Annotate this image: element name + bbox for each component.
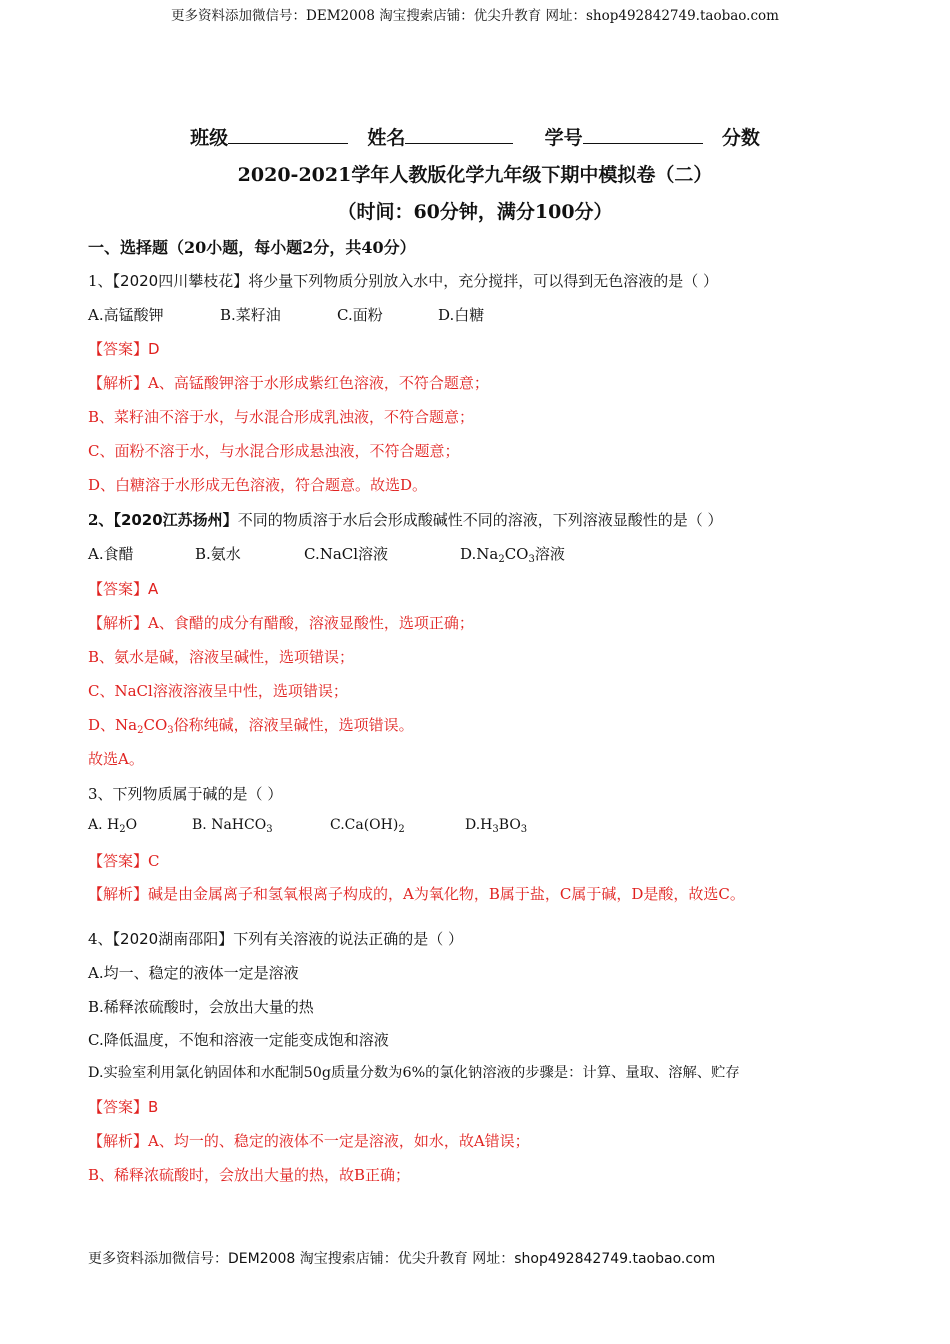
analysis-text: 碱是由金属离子和氢氧根离子构成的，A为氧化物，B属于盐，C属于碱，D是酸，故选C。 (148, 885, 745, 903)
question-4-option-d: D.实验室利用氯化钠固体和水配制50g质量分数为6%的氯化钠溶液的步骤是：计算、量取、溶解、贮存 (88, 1065, 740, 1081)
answer-value: C (148, 852, 160, 870)
footer-prefix: 更多资料添加微信号： (88, 1251, 228, 1267)
score-label: 分数 (721, 127, 760, 149)
class-label: 班级 (190, 127, 229, 149)
question-1-answer (88, 338, 160, 359)
question-3-analysis (88, 883, 745, 904)
number-label: 学号 (544, 127, 583, 149)
question-1-analysis-4: D、白糖溶于水形成无色溶液，符合题意。故选D。 (88, 476, 428, 494)
question-2-answer (88, 578, 158, 599)
question-4-number: 4、 (88, 930, 113, 948)
question-1-number: 1、 (88, 272, 113, 290)
footer-middle: 淘宝搜索店铺：优尖升教育 网址： (295, 1251, 515, 1267)
analysis-label: 【解析】 (88, 1132, 149, 1150)
question-1-analysis-3: C、面粉不溶于水，与水混合形成悬浊液，不符合题意； (88, 442, 460, 460)
question-3-answer (88, 850, 160, 871)
page-title: 2020-2021学年人教版化学九年级下期中模拟卷（二） (237, 164, 713, 186)
question-1-options (88, 304, 484, 325)
option-c: C.面粉 (337, 306, 383, 324)
analysis-label: 【解析】 (88, 374, 149, 392)
footer-wechat: DEM2008 (228, 1251, 296, 1267)
student-info-line (0, 123, 950, 150)
question-2-number: 2、 (88, 511, 114, 529)
page-footer (88, 1248, 715, 1268)
analysis-label: 【解析】 (88, 614, 149, 632)
question-2-conclusion: 故选A。 (88, 750, 144, 768)
option-b: B. NaHCO$_3$ (192, 817, 273, 835)
question-2-source: 【2020江苏扬州】 (113, 511, 238, 529)
question-1-text: 将少量下列物质分别放入水中，充分搅拌，可以得到无色溶液的是（ ） (248, 272, 719, 290)
answer-label: 【答案】 (88, 1098, 149, 1116)
analysis-text: A、高锰酸钾溶于水形成紫红色溶液，不符合题意； (148, 374, 489, 392)
question-2-analysis-2: B、氨水是碱，溶液呈碱性，选项错误； (88, 648, 355, 666)
page-header-banner: 更多资料添加微信号：DEM2008 淘宝搜索店铺：优尖升教育 网址：shop492842749.taobao.com (171, 8, 779, 24)
analysis-label: 【解析】 (88, 885, 149, 903)
question-1-stem (88, 270, 718, 291)
question-1-source: 【2020四川攀枝花】 (112, 272, 249, 290)
question-3-stem: 3、下列物质属于碱的是（ ） (88, 785, 283, 803)
class-blank (228, 125, 348, 144)
page-subtitle: （时间：60分钟，满分100分） (337, 201, 613, 223)
option-d: $D.Na_2CO_3$溶液 (460, 545, 565, 565)
answer-label: 【答案】 (88, 580, 149, 598)
question-4-option-a: A.均一、稳定的液体一定是溶液 (88, 964, 299, 982)
option-a: A.高锰酸钾 (88, 306, 164, 324)
question-2-analysis-3: C、NaCl溶液溶液呈中性，选项错误； (88, 682, 348, 700)
question-1-analysis-2: B、菜籽油不溶于水，与水混合形成乳浊液，不符合题意； (88, 408, 475, 426)
question-2-text: 不同的物质溶于水后会形成酸碱性不同的溶液，下列溶液显酸性的是（ ） (237, 511, 723, 529)
question-1-analysis-1 (88, 372, 489, 393)
analysis-text: A、食醋的成分有醋酸，溶液显酸性，选项正确； (148, 614, 474, 632)
question-2-stem (88, 509, 722, 530)
option-b: B.氨水 (195, 545, 241, 563)
question-4-answer (88, 1096, 158, 1117)
option-a: A.食醋 (88, 545, 134, 563)
section-heading: 一、选择题（20小题，每小题2分，共40分） (88, 238, 416, 257)
question-3-options (88, 817, 527, 833)
question-4-stem (88, 928, 463, 949)
number-blank (583, 125, 703, 144)
analysis-text: A、均一的、稳定的液体不一定是溶液，如水，故A错误； (148, 1132, 530, 1150)
question-4-option-b: B.稀释浓硫酸时，会放出大量的热 (88, 998, 314, 1016)
question-4-analysis-1 (88, 1130, 530, 1151)
question-2-analysis-1 (88, 612, 474, 633)
option-d: $D.H_3BO_3$ (465, 817, 528, 835)
question-4-source: 【2020湖南邵阳】 (112, 930, 234, 948)
option-c: C.NaCl溶液 (304, 545, 389, 563)
answer-label: 【答案】 (88, 852, 149, 870)
option-d: D.白糖 (438, 306, 485, 324)
answer-value: B (148, 1098, 159, 1116)
footer-url[interactable]: shop492842749.taobao.com (514, 1251, 716, 1267)
question-4-analysis-2: B、稀释浓硫酸时，会放出大量的热，故B正确； (88, 1166, 411, 1184)
option-a: A. $H_2O$ (88, 817, 138, 835)
option-c: $C.Ca(OH)_2$ (330, 817, 405, 835)
question-2-analysis-4: D、$Na_2CO_3$俗称纯碱，溶液呈碱性，选项错误。 (88, 716, 414, 736)
option-b: B.菜籽油 (220, 306, 281, 324)
name-blank (405, 125, 513, 144)
name-label: 姓名 (367, 127, 406, 149)
question-2-options (88, 543, 565, 564)
answer-label: 【答案】 (88, 340, 149, 358)
answer-value: A (148, 580, 159, 598)
question-4-text: 下列有关溶液的说法正确的是（ ） (233, 930, 464, 948)
question-4-option-c: C.降低温度，不饱和溶液一定能变成饱和溶液 (88, 1031, 389, 1049)
answer-value: D (148, 340, 160, 358)
